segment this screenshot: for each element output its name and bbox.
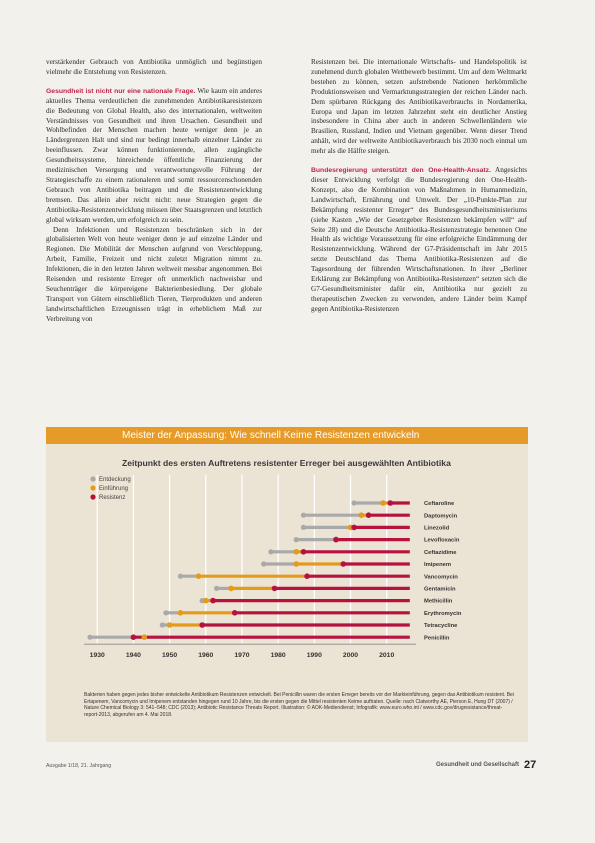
point-introduction-gentamicin [228,586,234,592]
point-resistance-vancomycin [304,573,310,579]
point-introduction-vancomycin [196,573,202,579]
point-discovery-gentamicin [214,586,219,591]
point-resistance-gentamicin [272,586,278,592]
left-section-body: Wie kaum ein anderes aktuelles Thema verdeutlichen die zunehmenden Antibiotikaresistenzen die Bedeutung von Global Health, also des internationalen, weltweiten Verständnisses von Gesundheit und ihren Ursachen. Gesundheit und Wohlbefinden der Menschen machen heute weniger denn je an Ländergrenzen Halt und sind nur bedingt innerhalb einzelner Länder zu beeinflussen. Zwar können funktionierende, allen zugängliche Gesundheitssysteme, hinreichende öffentliche Finanzierung der medizinischen Versorgung und verantwortungsvolle Führung der Strategieschaffe zu einem rationaleren und somit ressourcenschonenden Gebrauch von Antibiotika beitragen und die Resistenzentwicklung bremsen. Das allein aber reicht nicht: neue Strategien gegen die Antibiotika-Resistenzentwicklung müssen über Staatsgrenzen und letztlich global wirksam werden, um erfolgreich zu sein. [46,86,263,224]
label-penicillin: Penicillin [424,635,450,642]
point-resistance-imipenem [340,561,346,567]
point-resistance-ceftazidime [301,549,307,555]
point-discovery-penicillin [87,635,92,640]
left-section-paragraph [46,87,262,226]
x-tick-label-1970: 1970 [234,652,250,660]
legend-label-1: Einführung [99,486,129,493]
legend-label-0: Entdeckung [99,477,131,484]
right-intro-paragraph: Resistenzen bei. Die internationale Wirtschafts- und Handelspolitik ist zunehmend durch globalen Wettbewerb bestimmt. Um auf dem Weltmarkt bestehen zu können, setzen aufstrebende Nationen herkömmliche Produktionsweisen und Vermarktungsstrategien der reichen Länder nach. Dem spürbaren Rückgang des Antibiotikaverbrauchs in Nordamerika, Europa und Japan im letzten Jahrzehnt steht ein deutlicher Anstieg insbesondere in China aber auch in anderen Schwellenländern wie Brasilien, Russland, Indien und Vietnam gegenüber. Wenn dieser Trend anhält, wird der weltweite Antibiotikaverbrauch bis 2030 noch einmal um mehr als die Hälfte steigen. [311,58,527,156]
point-resistance-erythromycin [232,610,238,616]
chart-title: Zeitpunkt des ersten Auftretens resistenter Erreger bei ausgewählten Antibiotika [122,458,451,468]
label-imipenem: Imipenem [424,562,452,569]
label-ceftazidime: Ceftazidime [424,549,457,556]
label-gentamicin: Gentamicin [424,586,456,593]
point-introduction-ceftaroline [380,500,386,506]
point-discovery-ceftaroline [352,500,357,505]
point-discovery-levofloxacin [294,537,299,542]
point-discovery-daptomycin [301,513,306,518]
resistance-timeline-chart [46,467,528,689]
label-ceftaroline: Ceftaroline [424,501,455,508]
footer-section [436,759,536,771]
point-resistance-tetracycline [199,622,205,628]
point-discovery-vancomycin [178,574,183,579]
x-tick-label-1940: 1940 [125,652,141,660]
right-text-column [311,58,527,315]
point-resistance-daptomycin [366,512,372,518]
legend-label-2: Resistenz [99,495,126,502]
label-vancomycin: Vancomycin [424,574,458,581]
point-discovery-ceftazidime [268,549,273,554]
point-introduction-imipenem [293,561,299,567]
x-tick-label-1960: 1960 [198,652,214,660]
point-introduction-tetracycline [167,622,173,628]
label-linezolid: Linezolid [424,525,450,532]
point-discovery-imipenem [261,561,266,566]
point-introduction-penicillin [141,634,147,640]
point-introduction-methicillin [203,598,209,604]
x-tick-label-2000: 2000 [342,652,359,660]
label-erythromycin: Erythromycin [424,610,462,617]
infobox-antibiotic-resistance [46,427,528,742]
right-section-paragraph [311,166,527,315]
infobox-caption: Bakterien haben gegen jedes bisher entwickelte Antibiotikum Resistenzen entwickelt. Bei Penicillin waren die ersten Erreger bereits vor der Markteinführung, gegen das Antibiotikum resistent. Bei Ertapenem, Vancomycin und Imipenem entstanden hingegen rund 10 Jahre, bis die ersten gegen die Mittel resistenten Keime auftraten. Quelle: nach Clatworthy AE, Pierson E, Hung DT (2007) / Nature Chemical Biology 3: 541–548; CDC (2013); Antibiotic Resistance Threats Report. Illustration: © AOK-Mediendienst; Infografik: www.euro.who.int / www.cdc.gov/drugresistance/threat-report-2013, abgerufen am 4. Mai 2018. [84,692,514,718]
point-discovery-tetracycline [160,622,165,627]
footer-section-title: Gesundheit und Gesellschaft [436,762,520,768]
infobox-banner: Meister der Anpassung: Wie schnell Keime Resistenzen entwickeln [46,427,528,444]
point-introduction-daptomycin [359,512,365,518]
left-section-heading: Gesundheit ist nicht nur eine nationale Frage. [46,87,196,95]
legend-marker-1 [90,485,95,490]
legend-marker-0 [90,476,95,481]
label-methicillin: Methicillin [424,598,453,605]
point-resistance-methicillin [210,598,216,604]
label-levofloxacin: Levofloxacin [424,537,460,544]
point-introduction-ceftazidime [293,549,299,555]
point-discovery-erythromycin [163,610,168,615]
left-intro-paragraph: verstärkender Gebrauch von Antibiotika unmöglich und begünstigen vielmehr die Entstehung von Resistenzen. [46,58,262,76]
x-tick-label-1930: 1930 [89,652,105,660]
point-resistance-linezolid [351,525,357,531]
right-section-heading: Bundesregierung unterstützt den One-Health-Ansatz. [311,167,491,175]
x-tick-label-2010: 2010 [379,652,395,660]
footer-issue: Ausgabe 1/18, 21. Jahrgang [46,763,112,769]
label-daptomycin: Daptomycin [424,513,458,520]
point-discovery-linezolid [301,525,306,530]
label-tetracycline: Tetracycline [424,623,458,630]
page-number: 27 [524,759,537,771]
point-resistance-penicillin [131,634,137,640]
point-resistance-levofloxacin [333,537,339,543]
x-tick-label-1980: 1980 [270,652,286,660]
left-text-column [46,58,262,325]
right-section-body: Angesichts dieser Entwicklung verfolgt die Bundesregierung den One-Health-Konzept, also die Kombination von Maßnahmen in Humanmedizin, Landwirtschaft, Ernährung und Umwelt. Der „10-Punkte-Plan zur Bekämpfung resistenter Erreger“ des Bundesgesundheitsministeriums (siehe Kasten „Wie der Gesetzgeber Resistenzen bekämpfen will“ auf Seite 28) und die Deutsche Antibiotika-Resistenzstrategie benennen One Health als wichtige Voraussetzung für eine erfolgreiche Eindämmung der Resistenzentwicklung. Während der G7-Präsidentschaft im Jahr 2015 setzte Deutschland das Thema Antibiotika-Resistenzen auf die Tagesordnung der führenden Wirtschaftsnationen. In ihrer „Berliner Erklärung zur Bekämpfung von Antibiotika-Resistenzen“ setzten sich die G7-Gesundheitsminister dafür ein, Antibiotika nur gezielt zu therapeutischen Zwecken zu verwenden, andere Länder beim Kampf gegen Antibiotika-Resistenzen [311,166,527,313]
point-resistance-ceftaroline [387,500,393,506]
left-paragraph-2: Denn Infektionen und Resistenzen beschränken sich in der globalisierten Welt von heute weniger denn je auf einzelne Länder und Regionen. Die Mobilität der Menschen aufgrund von Verschleppung, Arbeit, Familie, Freizeit und nicht zuletzt Migration nimmt zu. Infektionen, die in den letzten Jahren weltweit messbar angenommen. Bei Reisenden und resistente Erreger oft unmerklich nachweisbar und Seuchenträger die körpereigene Bakterienbesiedlung. Der globale Transport von Gütern einschließlich Tieren, Tierprodukten und anderen landwirtschaftlichen Erzeugnissen trägt in erheblichem Maß zur Verbreitung von [46,225,262,323]
x-tick-label-1950: 1950 [162,652,178,660]
point-introduction-erythromycin [178,610,184,616]
legend-marker-2 [90,494,95,499]
x-tick-label-1990: 1990 [306,652,322,660]
